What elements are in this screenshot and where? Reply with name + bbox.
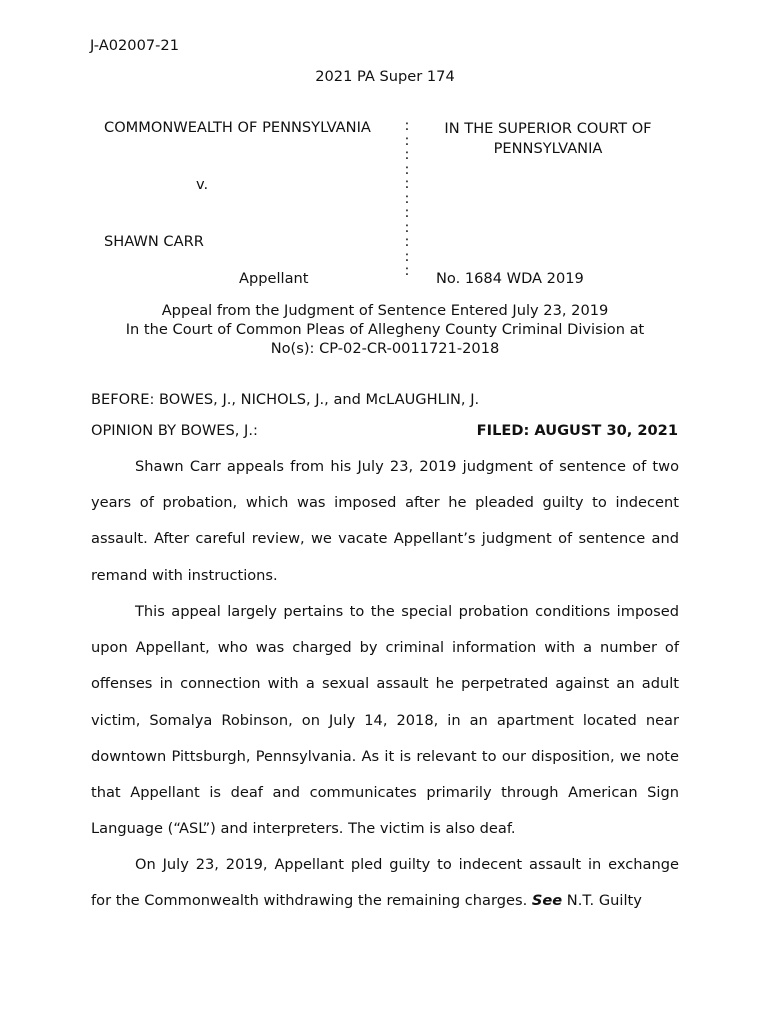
divider-colon: : xyxy=(404,146,410,163)
divider-colon: : xyxy=(404,160,410,178)
defendant-name: SHAWN CARR xyxy=(104,233,204,250)
divider-colon: : xyxy=(404,189,410,207)
see-signal: See xyxy=(531,892,563,910)
divider-colon: : xyxy=(404,233,410,250)
divider-colon: : xyxy=(404,262,410,279)
caption-divider xyxy=(404,119,410,279)
appeal-line-3: No(s): CP-02-CR-0011721-2018 xyxy=(270,340,500,357)
paragraph-2: This appeal largely pertains to the special probation conditions imposed upon Appellant, who was charged by criminal information with a number of offenses in connection with a sexual assault he perpetrated against an adult victim, Somalya Robinson, on July 14, 2018, in an apartment located near downtown Pittsburgh, Pennsylvania. As it is relevant to our disposition, we note that Appellant is deaf and communicates primarily through American Sign Language (“ASL”) and interpreters. The victim is also deaf. xyxy=(91,603,679,838)
appeal-line-1: Appeal from the Judgment of Sentence Entered July 23, 2019 xyxy=(161,302,609,319)
case-citation: 2021 PA Super 174 xyxy=(315,68,455,85)
paragraph-3-start: On July 23, 2019, Appellant pled guilty to indecent assault in exchange for the Commonwealth withdrawing the remaining charges. xyxy=(91,856,679,910)
plaintiff-name: COMMONWEALTH OF PENNSYLVANIA xyxy=(104,119,371,136)
court-name-line1: IN THE SUPERIOR COURT OF xyxy=(444,120,652,137)
divider-colon: : xyxy=(404,117,410,134)
court-name xyxy=(412,119,684,159)
divider-colon: : xyxy=(404,131,410,149)
opinion-author: OPINION BY BOWES, J.: xyxy=(91,422,258,439)
panel-judges: BEFORE: BOWES, J., NICHOLS, J., and McLAUGHLIN, J. xyxy=(91,391,480,408)
divider-colon: : xyxy=(404,247,410,265)
appeal-line-2: In the Court of Common Pleas of Allegheny County Criminal Division at xyxy=(125,321,645,338)
divider-colon: : xyxy=(404,175,410,192)
paragraph-1: Shawn Carr appeals from his July 23, 2019 judgment of sentence of two years of probation, which was imposed after he pleaded guilty to indecent assault. After careful review, we vacate Appellant’s judgment of sentence and remand with instructions. xyxy=(91,458,679,584)
docket-number: No. 1684 WDA 2019 xyxy=(436,270,584,287)
appellant-label: Appellant xyxy=(239,270,309,287)
filed-date: FILED: AUGUST 30, 2021 xyxy=(476,422,678,439)
paragraph-3-end: N.T. Guilty xyxy=(562,892,642,910)
court-name-line2: PENNSYLVANIA xyxy=(493,140,603,157)
docket-code: J-A02007-21 xyxy=(90,37,179,54)
appeal-info xyxy=(0,301,770,358)
divider-colon: : xyxy=(404,204,410,221)
divider-colon: : xyxy=(404,218,410,236)
paragraph-3 xyxy=(91,847,679,919)
versus-label: v. xyxy=(196,176,209,193)
